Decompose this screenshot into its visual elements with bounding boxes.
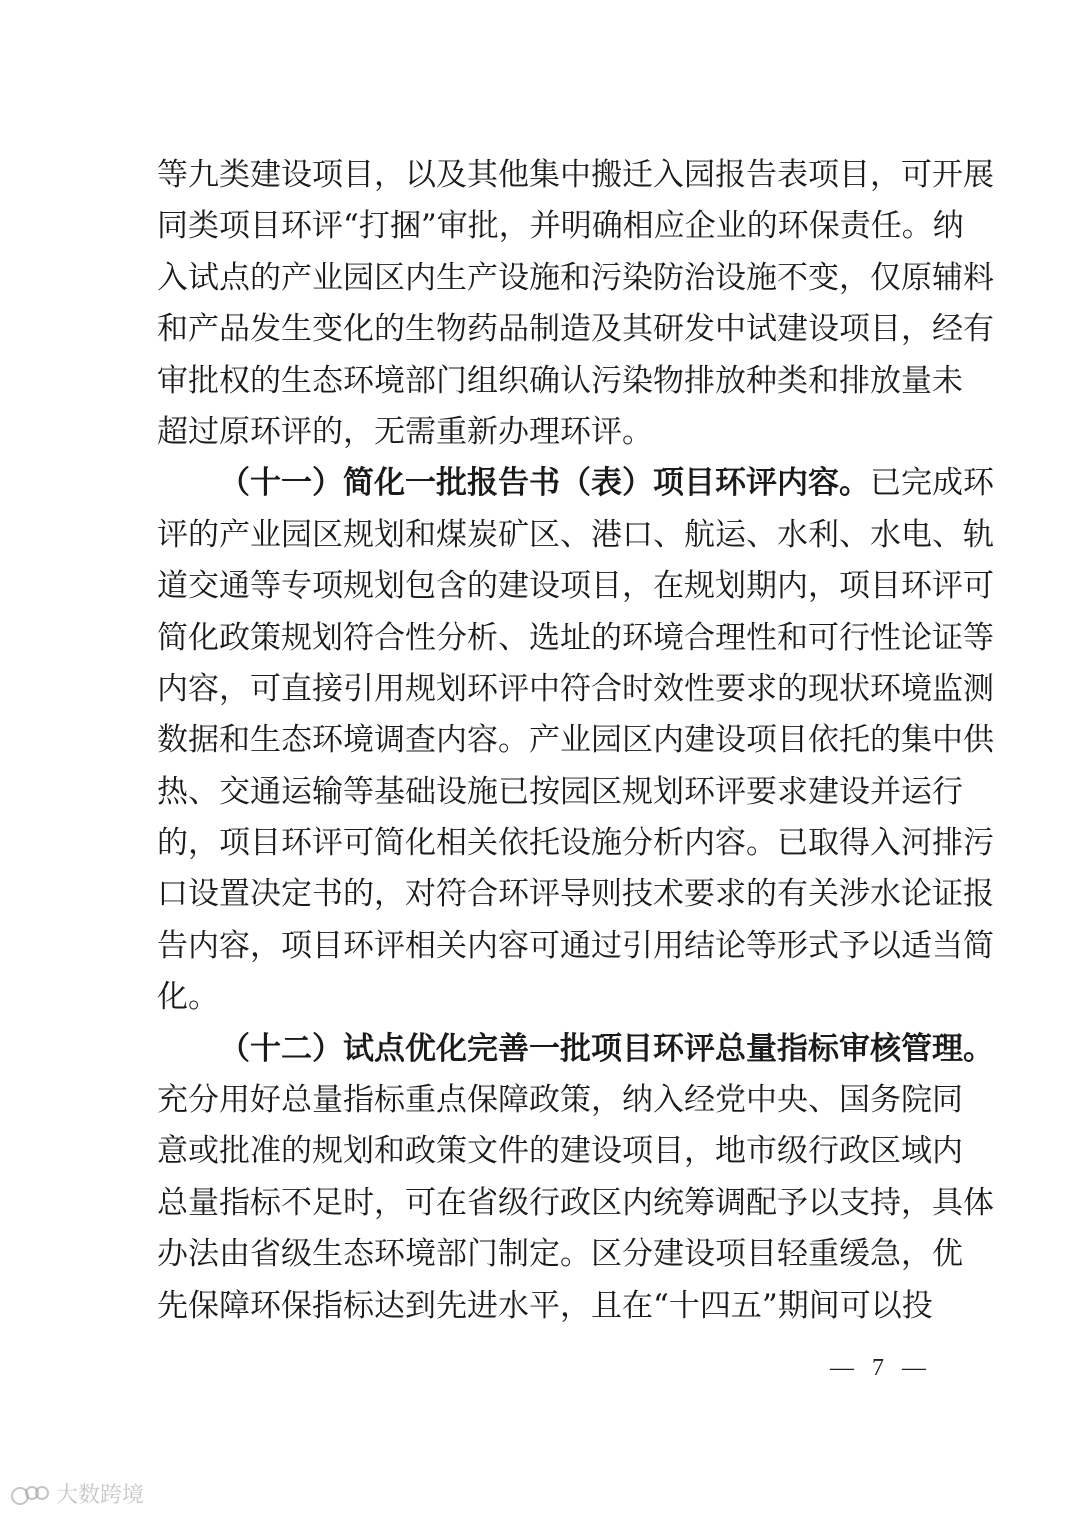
text-line: [157, 304, 994, 355]
line-text: 已完成环: [870, 465, 994, 502]
text-line: [157, 1075, 963, 1126]
text-line: [157, 458, 994, 509]
page-number: — 7 —: [830, 1355, 932, 1381]
line-text: 简化政策规划符合性分析、选址的环境合理性和可行性论证等: [157, 619, 994, 656]
text-line: [157, 664, 994, 715]
section-heading: （十二）试点优化完善一批项目环评总量指标审核管理。: [219, 1030, 994, 1067]
line-text: 总量指标不足时，可在省级行政区内统筹调配予以支持，具体: [157, 1184, 994, 1221]
line-text: 和产品发生变化的生物药品制造及其研发中试建设项目，经有: [157, 311, 994, 348]
line-text: 充分用好总量指标重点保障政策，纳入经党中央、国务院同: [157, 1082, 963, 1119]
text-line: [157, 818, 994, 869]
text-line: [157, 150, 994, 201]
line-text: 内容，可直接引用规划环评中符合时效性要求的现状环境监测: [157, 670, 994, 707]
line-text: 的，项目环评可简化相关依托设施分析内容。已取得入河排污: [157, 825, 994, 862]
text-line: [157, 972, 927, 1023]
text-line: [157, 767, 963, 818]
text-line: [157, 1229, 963, 1280]
watermark-text: 大数跨境: [56, 1483, 145, 1508]
line-text: 入试点的产业园区内生产设施和污染防治设施不变，仅原辅料: [157, 259, 994, 296]
text-line: [157, 561, 994, 612]
line-text: 数据和生态环境调查内容。产业园区内建设项目依托的集中供: [157, 722, 994, 759]
section-heading: （十一）简化一批报告书（表）项目环评内容。: [219, 465, 870, 502]
line-text: 超过原环评的，无需重新办理环评。: [157, 413, 653, 450]
watermark-logo-icon: [10, 1481, 50, 1507]
line-text: 告内容，项目环评相关内容可通过引用结论等形式予以适当简: [157, 927, 994, 964]
text-line: [157, 356, 963, 407]
text-line: [157, 613, 994, 664]
text-line: [157, 253, 994, 304]
text-line: [157, 201, 964, 252]
line-text: 办法由省级生态环境部门制定。区分建设项目轻重缓急，优: [157, 1236, 963, 1273]
text-line: [157, 1126, 963, 1177]
text-line: [157, 1024, 994, 1075]
line-text: 化。: [157, 979, 219, 1016]
body-text: [157, 150, 994, 1332]
text-line: [157, 715, 994, 766]
text-line: [157, 510, 994, 561]
watermark: [10, 1478, 144, 1509]
line-text: 热、交通运输等基础设施已按园区规划环评要求建设并运行: [157, 773, 963, 810]
line-text: 意或批准的规划和政策文件的建设项目，地市级行政区域内: [157, 1133, 963, 1170]
text-line: [157, 1281, 933, 1332]
line-text: 等九类建设项目，以及其他集中搬迁入园报告表项目，可开展: [157, 157, 994, 193]
text-line: [157, 921, 994, 972]
line-text: 先保障环保指标达到先进水平，且在“十四五”期间可以投: [157, 1287, 933, 1324]
text-line: [157, 869, 994, 920]
text-line: [157, 1178, 994, 1229]
line-text: 同类项目环评“打捆”审批，并明确相应企业的环保责任。纳: [157, 208, 964, 245]
text-line: [157, 407, 927, 458]
line-text: 审批权的生态环境部门组织确认污染物排放种类和排放量未: [157, 362, 963, 399]
line-text: 评的产业园区规划和煤炭矿区、港口、航运、水利、水电、轨: [157, 516, 994, 553]
line-text: 口设置决定书的，对符合环评导则技术要求的有关涉水论证报: [157, 876, 994, 913]
line-text: 道交通等专项规划包含的建设项目，在规划期内，项目环评可: [157, 568, 994, 605]
